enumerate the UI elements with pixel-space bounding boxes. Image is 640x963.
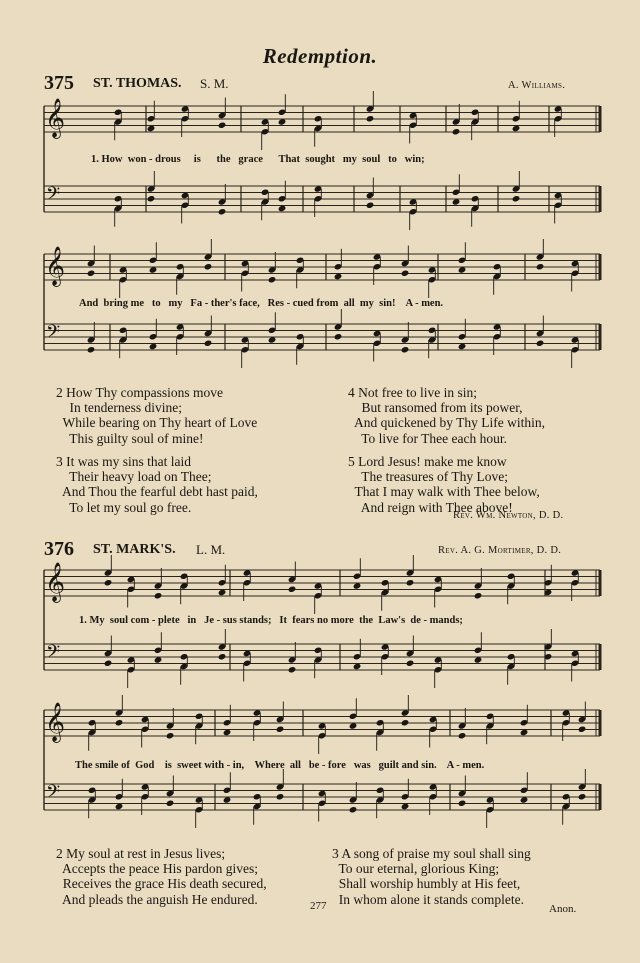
- bass-clef: 𝄢: [46, 642, 61, 667]
- meter: S. M.: [200, 76, 229, 91]
- hymn-number: 376: [44, 538, 74, 560]
- note-head: [349, 806, 358, 813]
- lyric-line: The smile of God is sweet with - in, Where all be - fore was guilt and sin. A - men.: [75, 760, 485, 771]
- note-head: [104, 660, 113, 667]
- page-number: 277: [310, 900, 327, 912]
- bass-clef: 𝄢: [46, 782, 61, 807]
- note-head: [288, 666, 297, 673]
- note-head: [366, 115, 375, 122]
- note-head: [512, 195, 521, 202]
- hymn-number: 375: [44, 72, 74, 94]
- note-head: [115, 719, 124, 726]
- treble-clef: 𝄞: [45, 98, 66, 138]
- verse: 2 How Thy compassions move In tenderness divine; While bearing on Thy heart of Love This guilty soul of mine!: [56, 385, 258, 446]
- note-head: [458, 732, 467, 739]
- treble-clef: 𝄞: [45, 702, 66, 742]
- note-head: [288, 586, 297, 593]
- note-head: [104, 579, 113, 586]
- note-head: [366, 202, 375, 209]
- treble-clef: 𝄞: [45, 246, 66, 286]
- note-head: [536, 340, 545, 347]
- bass-clef: 𝄢: [46, 184, 61, 209]
- note-head: [204, 340, 213, 347]
- note-head: [578, 726, 587, 733]
- page-title: Redemption.: [262, 44, 378, 68]
- note-head: [406, 660, 415, 667]
- note-head: [401, 346, 410, 353]
- note-head: [474, 592, 483, 599]
- note-head: [458, 800, 467, 807]
- lyric-line: 1. How won - drous is the grace That sought my soul to win;: [91, 154, 425, 165]
- note-head: [204, 263, 213, 270]
- tune-name: ST. THOMAS.: [93, 76, 182, 91]
- treble-clef: 𝄞: [45, 562, 66, 602]
- lyric-line: And bring me to my Fa - ther's face, Res - cued from all my sin! A - men.: [79, 298, 444, 309]
- note-head: [276, 793, 285, 800]
- note-head: [154, 592, 163, 599]
- note-head: [334, 333, 343, 340]
- lyric-line: 1. My soul com - plete in Je - sus stands; It fears no more the Law's de - mands;: [79, 615, 463, 626]
- note-head: [166, 732, 175, 739]
- note-head: [452, 128, 461, 135]
- verse: 5 Lord Jesus! make me know The treasures of Thy Love; That I may walk with Thee below, And reign with Thee above!: [348, 454, 540, 515]
- note-head: [276, 726, 285, 733]
- meter: L. M.: [196, 542, 226, 557]
- composer: Rev. A. G. Mortimer, D. D.: [438, 545, 562, 556]
- verse: 3 It was my sins that laid Their heavy load on Thee; And Thou the fearful debt hast paid, To let my soul go free.: [56, 454, 258, 515]
- author: Rev. Wm. Newton, D. D.: [453, 510, 564, 521]
- note-head: [87, 270, 96, 277]
- note-head: [406, 579, 415, 586]
- note-head: [536, 263, 545, 270]
- bass-clef: 𝄢: [46, 322, 61, 347]
- note-head: [218, 208, 227, 215]
- note-head: [147, 195, 156, 202]
- composer: A. Williams.: [508, 80, 566, 91]
- note-head: [401, 719, 410, 726]
- note-head: [268, 276, 277, 283]
- note-head: [87, 346, 96, 353]
- tune-name: ST. MARK'S.: [93, 542, 176, 557]
- author: Anon.: [549, 903, 577, 915]
- note-head: [401, 270, 410, 277]
- note-head: [578, 793, 587, 800]
- verse: 4 Not free to live in sin; But ransomed from its power, And quickened by Thy Life within, To live for Thee each hour.: [348, 385, 545, 446]
- note-head: [218, 653, 227, 660]
- note-head: [218, 122, 227, 129]
- verse: 3 A song of praise my soul shall sing To our eternal, glorious King; Shall worship humbly at His feet, In whom alone it stands complete.: [332, 846, 531, 907]
- note-head: [166, 800, 175, 807]
- verse: 2 My soul at rest in Jesus lives; Accepts the peace His pardon gives; Receives the grace His death secured, And pleads the anguish He endured.: [56, 846, 267, 907]
